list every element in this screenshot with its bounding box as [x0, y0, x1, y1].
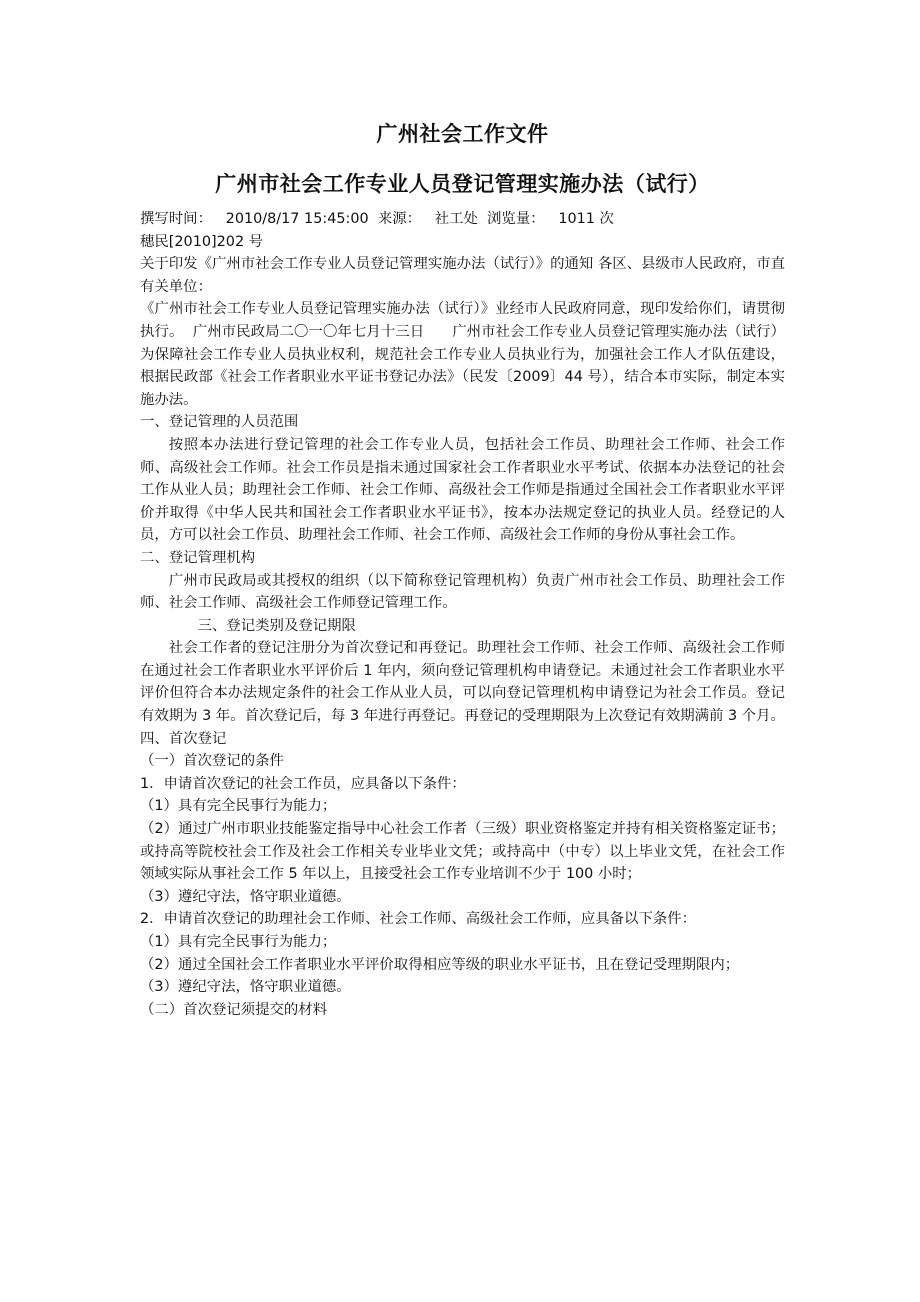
list-item: （1）具有完全民事行为能力；: [140, 934, 337, 950]
notice-paragraph: 关于印发《广州市社会工作专业人员登记管理实施办法（试行）》的通知 各区、县级市人民政府，市直有关单位：: [140, 256, 785, 295]
section-heading-1: 一、登记管理的人员范围: [140, 414, 299, 431]
doc-number: 穗民[2010]202 号: [140, 233, 264, 250]
document-subtitle: 广州市社会工作专业人员登记管理实施办法（试行）: [215, 172, 710, 196]
subsection-heading-4-2: （二）首次登记须提交的材料: [140, 1001, 328, 1018]
section-3-paragraph: 社会工作者的登记注册分为首次登记和再登记。助理社会工作师、社会工作师、高级社会工作师在通过社会工作者职业水平评价后 1 年内，须向登记管理机构申请登记。未通过社会工作者职业水平评价但符合本办法规定条件的社会工作从业人员，可以向登记管理机构申请登记为社会工作员。登记有效期为 3 年。首次登记后，每 3 年进行再登记。再登记的受理期限为上次登记有效期满前 3 个月。: [140, 640, 785, 725]
section-heading-3: 三、登记类别及登记期限: [197, 617, 356, 634]
section-heading-4: 四、首次登记: [140, 730, 227, 747]
subsection-heading-4-1: （一）首次登记的条件: [140, 753, 284, 770]
section-1-paragraph: 按照本办法进行登记管理的社会工作专业人员，包括社会工作员、助理社会工作师、社会工作师、高级社会工作师。社会工作员是指未通过国家社会工作者职业水平考试、依据本办法登记的社会工作从业人员；助理社会工作师、社会工作师、高级社会工作师是指通过全国社会工作者职业水平评价并取得《中华人民共和国社会工作者职业水平证书》，按本办法规定登记的执业人员。经登记的人员，方可以社会工作员、助理社会工作师、社会工作师、高级社会工作师的身份从事社会工作。: [140, 436, 785, 544]
list-item: （3）遵纪守法，恪守职业道德。: [140, 979, 351, 996]
meta-line: 撰写时间： 2010/8/17 15:45:00 来源： 社工处 浏览量： 1011 次: [140, 211, 614, 227]
document-title: 广州社会工作文件: [376, 122, 549, 146]
list-item: （2）通过全国社会工作者职业水平评价取得相应等级的职业水平证书，且在登记受理期限内；: [140, 956, 740, 973]
section-2-paragraph: 广州市民政局或其授权的组织（以下简称登记管理机构）负责广州市社会工作员、助理社会工作师、社会工作师、高级社会工作师登记管理工作。: [140, 572, 785, 612]
list-item: 2．申请首次登记的助理社会工作师、社会工作师、高级社会工作师，应具备以下条件：: [140, 911, 697, 928]
document-body: [140, 116, 831, 1021]
notice-body-paragraph: 《广州市社会工作专业人员登记管理实施办法（试行）》业经市人民政府同意，现印发给你们，请贯彻执行。 广州市民政局二〇一〇年七月十三日 广州市社会工作专业人员登记管理实施办法（试行） 为保障社会工作专业人员执业权利，规范社会工作专业人员执业行为，加强社会工作人才队伍建设，根据民政部《社会工作者职业水平证书登记办法》（民发〔2009〕44 号），结合本市实际，制定本实施办法。: [140, 301, 831, 408]
list-item: （2）通过广州市职业技能鉴定指导中心社会工作者（三级）职业资格鉴定并持有相关资格鉴定证书；或持高等院校社会工作及社会工作相关专业毕业文凭；或持高中（中专）以上毕业文凭，在社会工作领域实际从事社会工作 5 年以上，且接受社会工作专业培训不少于 100 小时；: [140, 821, 785, 883]
list-item: （3）遵纪守法，恪守职业道德。: [140, 888, 351, 905]
section-heading-2: 二、登记管理机构: [140, 549, 256, 566]
list-item: （1）具有完全民事行为能力；: [140, 798, 337, 815]
list-item: 1．申请首次登记的社会工作员，应具备以下条件：: [140, 775, 466, 792]
